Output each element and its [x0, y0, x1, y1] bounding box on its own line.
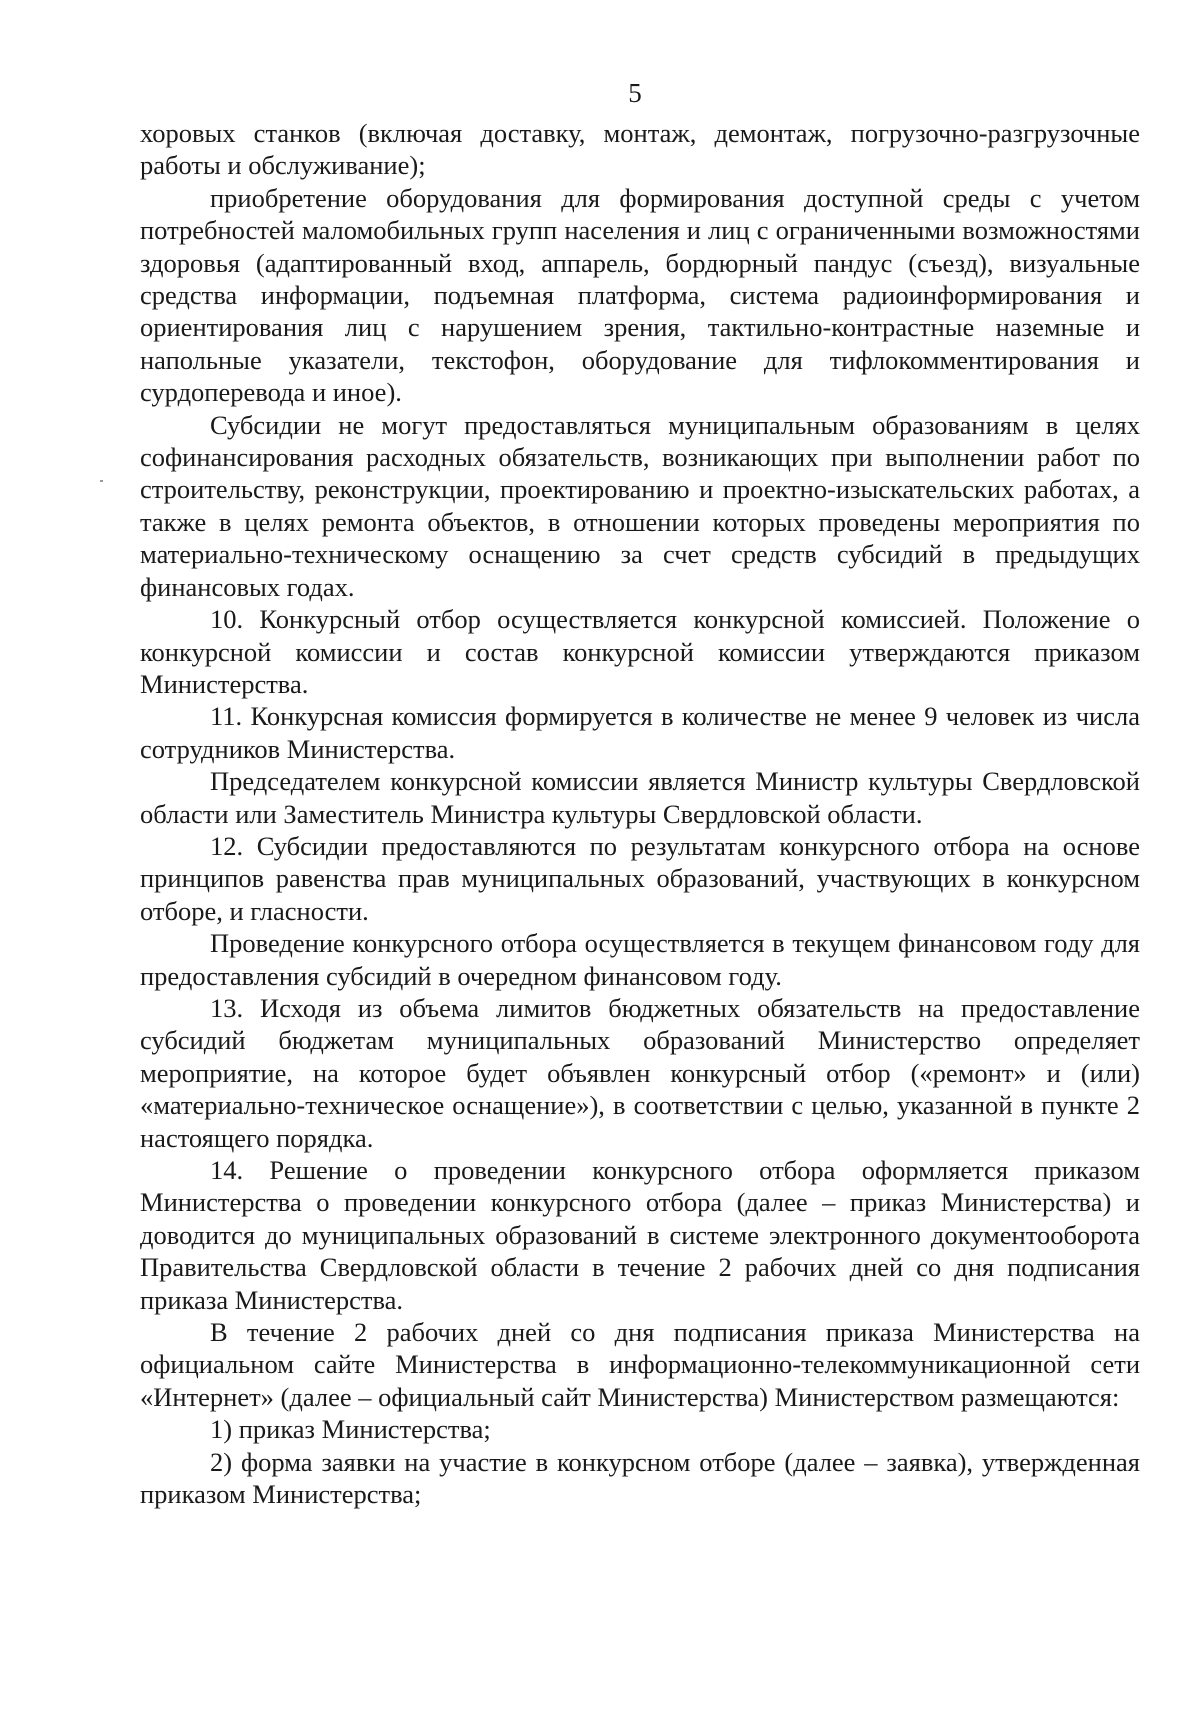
paragraph-selection-timing: Проведение конкурсного отбора осуществляется в текущем финансовом году для предоставления субсидий в очередном финансовом году. [140, 928, 1140, 991]
paragraph-item-11: 11. Конкурсная комиссия формируется в количестве не менее 9 человек из числа сотрудников Министерства. [140, 701, 1140, 764]
list-item-2: 2) форма заявки на участие в конкурсном отборе (далее – заявка), утвержденная приказом Министерства; [140, 1446, 1140, 1510]
paragraph-continuation: хоровых станков (включая доставку, монтаж, демонтаж, погрузочно-разгрузочные работы и обслуживание); [140, 118, 1140, 181]
paragraph-item-10: 10. Конкурсный отбор осуществляется конкурсной комиссией. Положение о конкурсной комиссии и состав конкурсной комиссии утверждаются приказом Министерства. [140, 604, 1140, 699]
paragraph-equipment-accessibility: приобретение оборудования для формирования доступной среды с учетом потребностей маломобильных групп населения и лиц с ограниченными возможностями здоровья (адаптированный вход, аппарель, бордюрный пандус (съезд), визуальные средства информации, подъемная платформа, система радиоинформирования и ориентирования лиц с нарушением зрения, тактильно-контрастные наземные и напольные указатели, текстофон, оборудование для тифлокомментирования и сурдоперевода и иное). [140, 182, 1140, 408]
page-number: 5 [628, 78, 642, 108]
scan-speck [100, 480, 103, 482]
paragraph-item-13: 13. Исходя из объема лимитов бюджетных обязательств на предоставление субсидий бюджетам муниципальных образований Министерство определяет мероприятие, на которое будет объявлен конкурсный отбор («ремонт» и (или) «материально-техническое оснащение»), в соответствии с целью, указанной в пункте 2 настоящего порядка. [140, 992, 1140, 1153]
list-item-1: 1) приказ Министерства; [210, 1414, 491, 1445]
paragraph-item-12: 12. Субсидии предоставляются по результатам конкурсного отбора на основе принципов равенства прав муниципальных образований, участвующих в конкурсном отборе, и гласности. [140, 830, 1140, 926]
paragraph-item-14: 14. Решение о проведении конкурсного отбора оформляется приказом Министерства о проведении конкурсного отбора (далее – приказ Министерства) и доводится до муниципальных образований в системе электронного документооборота Правительства Свердловской области в течение 2 рабочих дней со дня подписания приказа Министерства. [140, 1155, 1140, 1315]
paragraph-commission-chair: Председателем конкурсной комиссии является Министр культуры Свердловской области или Заместитель Министра культуры Свердловской области. [140, 766, 1140, 829]
paragraph-website-publication: В течение 2 рабочих дней со дня подписания приказа Министерства на официальном сайте Министерства в информационно-телекоммуникационной сети «Интернет» (далее – официальный сайт Министерства) Министерством размещаются: [140, 1317, 1140, 1412]
document-body [140, 117, 1140, 1510]
paragraph-subsidy-restrictions: Субсидии не могут предоставляться муниципальным образованиям в целях софинансирования расходных обязательств, возникающих при выполнении работ по строительству, реконструкции, проектированию и проектно-изыскательских работах, а также в целях ремонта объектов, в отношении которых проведены мероприятия по материально-техническому оснащению за счет средств субсидий в предыдущих финансовых годах. [140, 409, 1140, 602]
